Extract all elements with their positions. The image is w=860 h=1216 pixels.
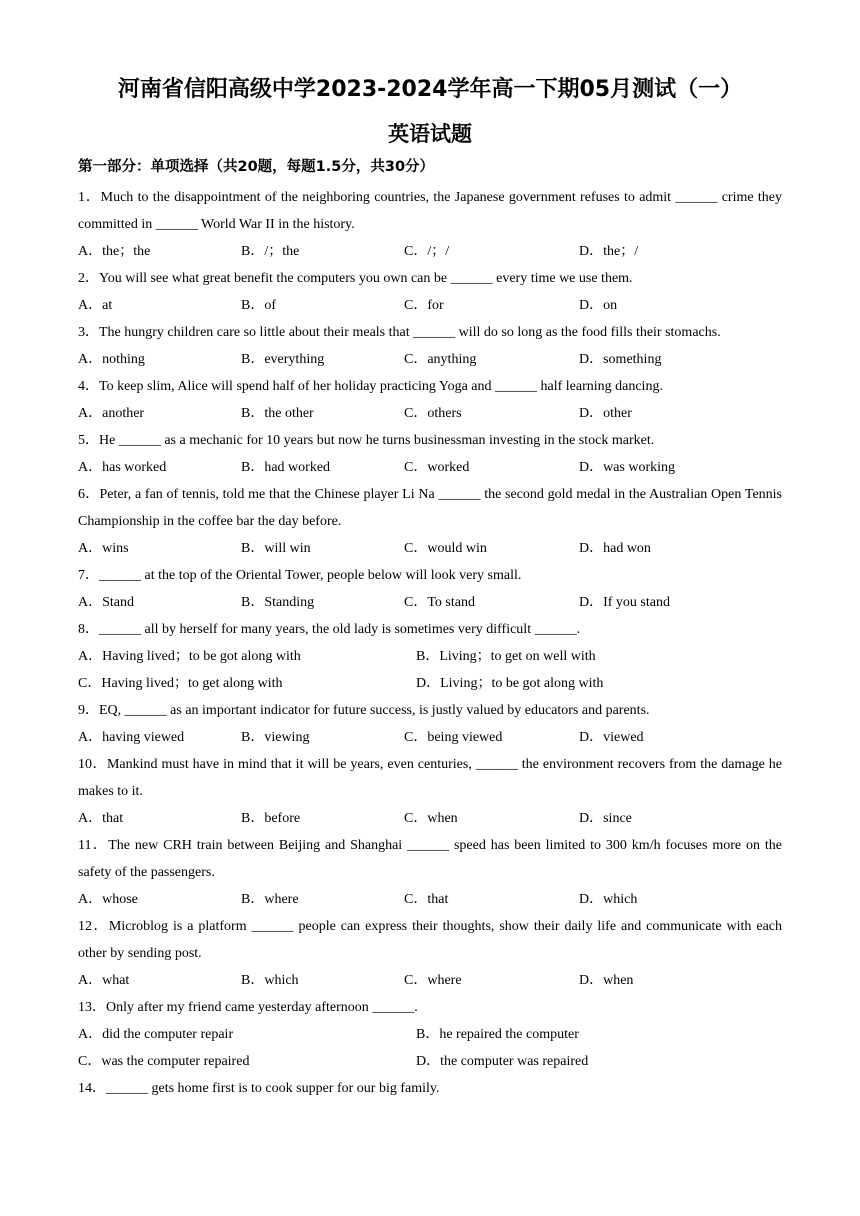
question-6: [78, 481, 782, 562]
option-row: [78, 292, 782, 319]
question-text: 14．______ gets home first is to cook supper for our big family.: [78, 1081, 440, 1096]
question-text: 12．Microblog is a platform ______ people can express their thoughts, show their daily life and communicate with each other by sending post.: [78, 919, 782, 961]
option-d: D．since: [579, 811, 632, 826]
option-a: A．whose: [78, 892, 138, 907]
option-row: [78, 643, 782, 670]
option-d: D．If you stand: [579, 595, 670, 610]
option-row: [78, 805, 782, 832]
option-d: D．on: [579, 298, 618, 313]
option-a: A．has worked: [78, 460, 167, 475]
option-a: A．Stand: [78, 595, 134, 610]
question-text: 1．Much to the disappointment of the neighboring countries, the Japanese government refuses to admit ______ crime they committed in ______ World War II in the history.: [78, 190, 782, 232]
question-9: [78, 697, 782, 751]
section-heading: 第一部分：单项选择（共20题，每题1.5分，共30分）: [78, 159, 435, 175]
option-d: D．the computer was repaired: [416, 1054, 589, 1069]
page-title: 河南省信阳高级中学2023-2024学年高一下期05月测试（一）: [117, 77, 743, 102]
option-d: D．when: [579, 973, 634, 988]
option-a: A．at: [78, 298, 113, 313]
option-row: [78, 967, 782, 994]
option-row: [78, 886, 782, 913]
question-text: 6．Peter, a fan of tennis, told me that the Chinese player Li Na ______ the second gold medal in the Australian Open Tennis Championship in the coffee bar the day before.: [78, 487, 782, 529]
question-13: [78, 994, 782, 1075]
option-b: B．before: [241, 811, 301, 826]
option-b: B．Standing: [241, 595, 315, 610]
question-text: 11．The new CRH train between Beijing and Shanghai ______ speed has been limited to 300 km/h focuses more on the safety of the passengers.: [78, 838, 782, 880]
option-a: A．nothing: [78, 352, 145, 367]
option-b: B．had worked: [241, 460, 331, 475]
question-text: 3．The hungry children care so little about their meals that ______ will do so long as the food fills their stomachs.: [78, 325, 721, 340]
question-text: 7．______ at the top of the Oriental Tower, people below will look very small.: [78, 568, 522, 583]
option-c: C．anything: [404, 352, 477, 367]
page-subtitle: 英语试题: [388, 122, 472, 146]
option-row: [78, 670, 782, 697]
option-d: D．something: [579, 352, 662, 367]
option-b: B．Living；to get on well with: [416, 649, 596, 664]
option-c: C．that: [404, 892, 449, 907]
option-row: [78, 724, 782, 751]
option-a: A．wins: [78, 541, 129, 556]
option-b: B．will win: [241, 541, 311, 556]
question-list: [78, 184, 782, 1102]
question-text: 4．To keep slim, Alice will spend half of her holiday practicing Yoga and ______ half learning dancing.: [78, 379, 663, 394]
question-text: 8．______ all by herself for many years, the old lady is sometimes very difficult ______.: [78, 622, 581, 637]
option-c: C．worked: [404, 460, 470, 475]
option-a: A．what: [78, 973, 130, 988]
option-b: B．he repaired the computer: [416, 1027, 579, 1042]
option-b: B．of: [241, 298, 276, 313]
option-c: C．was the computer repaired: [78, 1054, 250, 1069]
question-5: [78, 427, 782, 481]
question-text: 13．Only after my friend came yesterday afternoon ______.: [78, 1000, 418, 1015]
option-row: [78, 535, 782, 562]
question-12: [78, 913, 782, 994]
option-c: C．when: [404, 811, 458, 826]
option-d: D．had won: [579, 541, 651, 556]
question-2: [78, 265, 782, 319]
question-14: [78, 1075, 782, 1102]
option-b: B．which: [241, 973, 299, 988]
option-c: C．/；/: [404, 244, 450, 259]
option-a: A．that: [78, 811, 124, 826]
option-row: [78, 1021, 782, 1048]
option-c: C．would win: [404, 541, 487, 556]
question-3: [78, 319, 782, 373]
option-row: [78, 1048, 782, 1075]
question-text: 10．Mankind must have in mind that it will be years, even centuries, ______ the environment recovers from the damage he makes to it.: [78, 757, 782, 799]
option-c: C．for: [404, 298, 444, 313]
option-d: D．was working: [579, 460, 676, 475]
question-11: [78, 832, 782, 913]
option-row: [78, 454, 782, 481]
option-b: B．everything: [241, 352, 325, 367]
option-d: D．Living；to be got along with: [416, 676, 604, 691]
question-1: [78, 184, 782, 265]
option-c: C．being viewed: [404, 730, 503, 745]
option-row: [78, 346, 782, 373]
option-b: B．viewing: [241, 730, 310, 745]
question-text: 5．He ______ as a mechanic for 10 years but now he turns businessman investing in the stock market.: [78, 433, 655, 448]
option-a: A．the；the: [78, 244, 151, 259]
question-7: [78, 562, 782, 616]
option-d: D．other: [579, 406, 632, 421]
question-10: [78, 751, 782, 832]
option-c: C．To stand: [404, 595, 475, 610]
question-text: 2．You will see what great benefit the computers you own can be ______ every time we use them.: [78, 271, 633, 286]
option-d: D．the；/: [579, 244, 639, 259]
question-8: [78, 616, 782, 697]
option-a: A．Having lived；to be got along with: [78, 649, 301, 664]
option-d: D．which: [579, 892, 638, 907]
option-row: [78, 400, 782, 427]
option-row: [78, 589, 782, 616]
option-a: A．having viewed: [78, 730, 185, 745]
option-b: B．the other: [241, 406, 314, 421]
option-d: D．viewed: [579, 730, 644, 745]
question-4: [78, 373, 782, 427]
option-row: [78, 238, 782, 265]
option-b: B．where: [241, 892, 299, 907]
option-c: C．where: [404, 973, 462, 988]
option-b: B．/；the: [241, 244, 300, 259]
option-c: C．others: [404, 406, 462, 421]
option-a: A．did the computer repair: [78, 1027, 234, 1042]
option-c: C．Having lived；to get along with: [78, 676, 283, 691]
option-a: A．another: [78, 406, 145, 421]
question-text: 9．EQ, ______ as an important indicator for future success, is justly valued by educators and parents.: [78, 703, 650, 718]
